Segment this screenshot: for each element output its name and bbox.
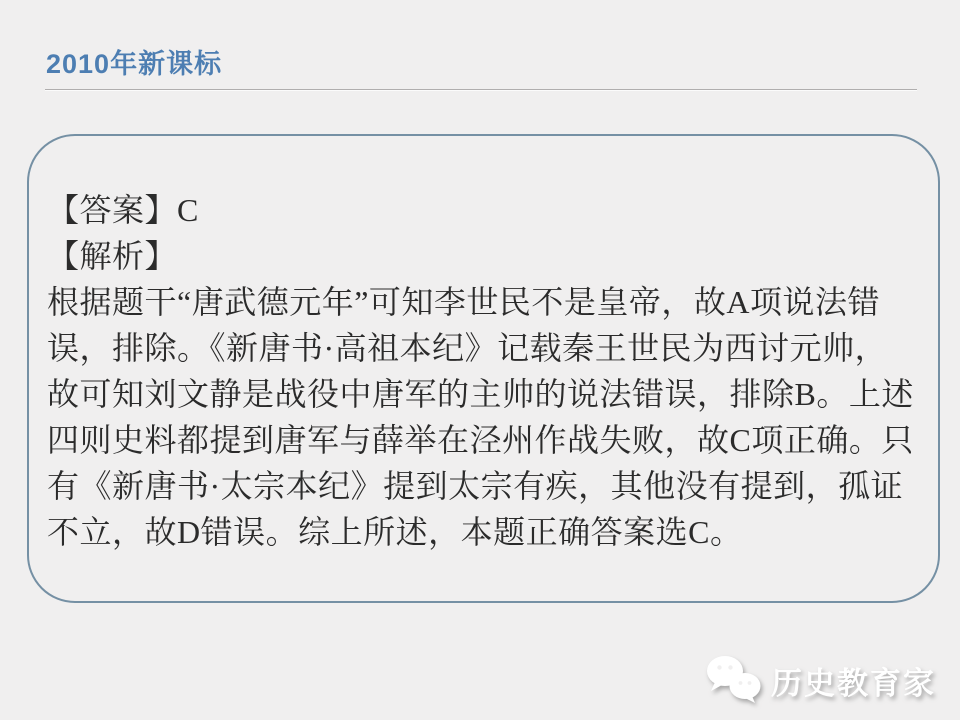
analysis-text-line: 误，排除。《新唐书·高祖本纪》记载秦王世民为西讨元帅， xyxy=(47,330,888,366)
analysis-text-line: 故可知刘文静是战役中唐军的主帅的说法错误，排除B。上述 xyxy=(47,376,914,412)
analysis-label-line: 【解析】 xyxy=(47,238,178,274)
watermark xyxy=(705,652,936,708)
answer-card xyxy=(27,134,940,603)
analysis-text-line: 不立，故D错误。综上所述，本题正确答案选C。 xyxy=(47,514,743,550)
answer-label-line: 【答案】C xyxy=(47,192,199,228)
wechat-icon xyxy=(705,655,763,705)
analysis-text-line: 四则史料都提到唐军与薛举在泾州作战失败，故C项正确。只 xyxy=(47,422,914,458)
analysis-text-line: 根据题干“唐武德元年”可知李世民不是皇帝，故A项说法错 xyxy=(47,284,881,320)
title-divider xyxy=(45,89,917,91)
watermark-text: 历史教育家 xyxy=(771,665,936,701)
page-title: 2010年新课标 xyxy=(46,49,223,79)
analysis-text-line: 有《新唐书·太宗本纪》提到太宗有疾，其他没有提到，孤证 xyxy=(47,468,904,504)
